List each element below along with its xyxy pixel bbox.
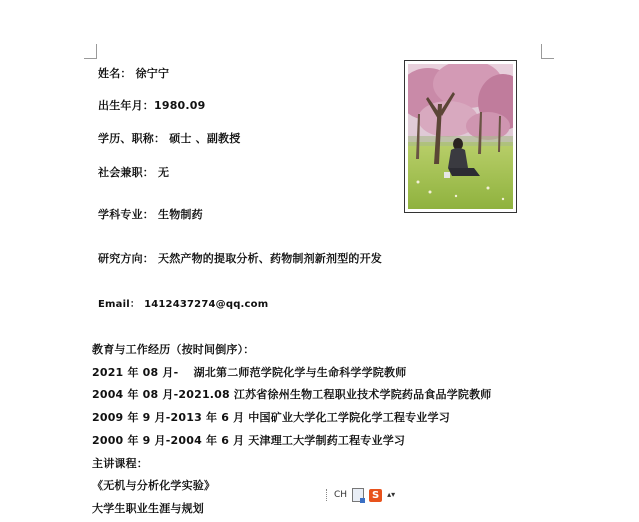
birth-value: 1980.09 bbox=[154, 99, 206, 112]
birth-label: 出生年月： bbox=[98, 99, 154, 112]
course-item: 大学生职业生涯与规划 bbox=[92, 502, 204, 515]
email-line bbox=[98, 295, 268, 310]
research-line bbox=[98, 250, 382, 266]
portrait-photo bbox=[408, 64, 513, 209]
social-line bbox=[98, 164, 169, 180]
ime-toolbar[interactable] bbox=[323, 486, 398, 504]
research-label: 研究方向： bbox=[98, 252, 154, 265]
degree-line bbox=[98, 130, 240, 146]
degree-label: 学历、职称： bbox=[98, 132, 166, 145]
ime-menu-arrow-icon[interactable]: ▴▾ bbox=[387, 490, 396, 499]
experience-item: 2009 年 9 月-2013 年 6 月 中国矿业大学化工学院化学工程专业学习 bbox=[92, 411, 450, 424]
social-label: 社会兼职： bbox=[98, 166, 154, 179]
portrait-photo-frame bbox=[404, 60, 517, 213]
social-value: 无 bbox=[158, 166, 170, 179]
experience-item: 2000 年 9 月-2004 年 6 月 天津理工大学制药工程专业学习 bbox=[92, 434, 406, 447]
research-value: 天然产物的提取分析、药物制剂新剂型的开发 bbox=[158, 252, 382, 265]
name-value: 徐宁宁 bbox=[135, 67, 170, 80]
sogou-s-icon[interactable]: S bbox=[369, 489, 382, 502]
birth-line bbox=[98, 97, 206, 113]
ime-drag-handle[interactable] bbox=[326, 489, 329, 501]
ime-handwriting-icon[interactable] bbox=[352, 488, 364, 502]
subject-value: 生物制药 bbox=[158, 208, 203, 221]
experience-item: 2004 年 08 月-2021.08 江苏省徐州生物工程职业技术学院药品食品学院教师 bbox=[92, 388, 492, 401]
portrait-photo-image bbox=[408, 64, 513, 209]
courses-heading: 主讲课程： bbox=[92, 457, 148, 470]
course-item: 《无机与分析化学实验》 bbox=[92, 479, 216, 492]
name-line bbox=[98, 65, 169, 81]
name-label: 姓名： bbox=[98, 67, 132, 80]
email-label: Email： bbox=[98, 299, 141, 310]
crop-mark-top-left bbox=[84, 44, 97, 59]
subject-line bbox=[98, 206, 203, 222]
experience-heading: 教育与工作经历（按时间倒序）： bbox=[92, 343, 255, 356]
degree-value: 硕士 、副教授 bbox=[169, 132, 241, 145]
ime-language-toggle[interactable]: CH bbox=[334, 490, 348, 500]
email-value[interactable]: 1412437274@qq.com bbox=[144, 299, 269, 310]
subject-label: 学科专业： bbox=[98, 208, 154, 221]
experience-item: 2021 年 08 月- 湖北第二师范学院化学与生命科学学院教师 bbox=[92, 366, 407, 379]
crop-mark-top-right bbox=[541, 44, 554, 59]
